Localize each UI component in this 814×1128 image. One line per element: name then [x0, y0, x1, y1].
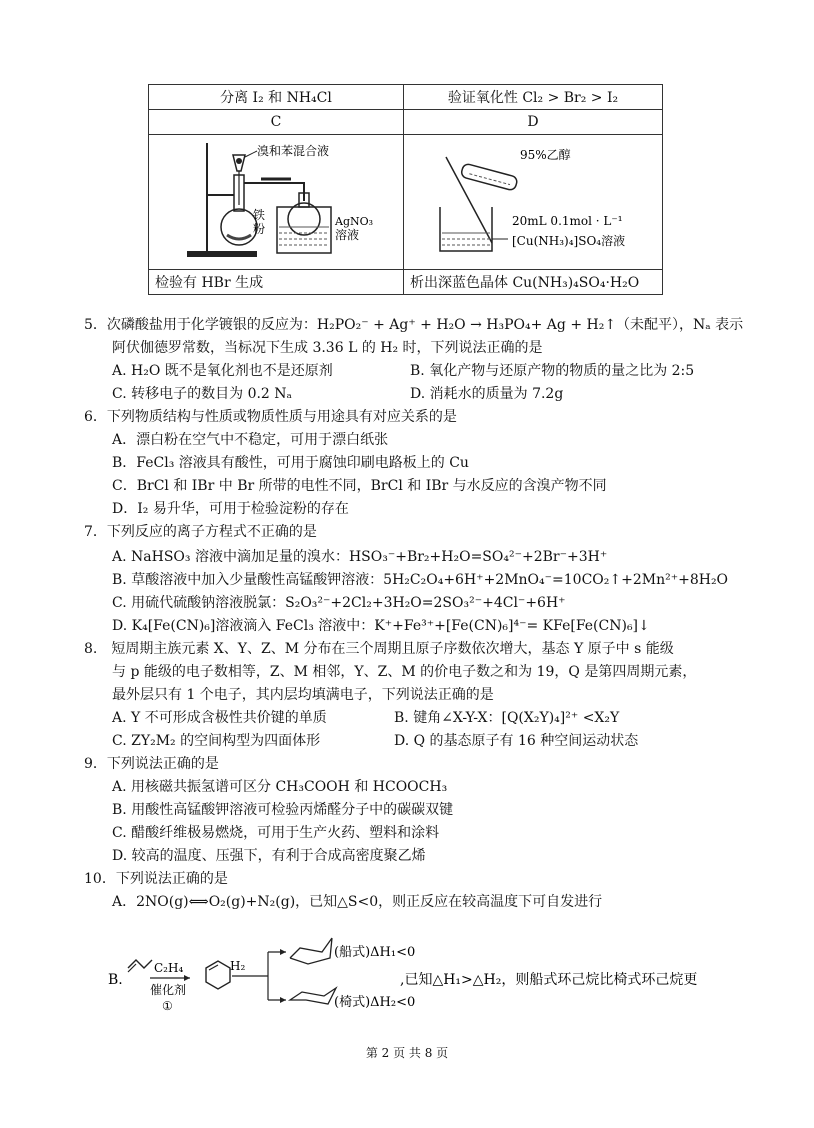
apparatus-table	[148, 84, 663, 295]
q10-h2: H₂	[230, 959, 246, 973]
q10-reaction-scheme	[108, 928, 728, 1024]
q10-option-a: A．2NO(g)⟺O₂(g)+N₂(g)，已知△S<0，则正反应在较高温度下可自发进行	[112, 894, 603, 910]
q6-stem: 6．下列物质结构与性质或物质性质与用途具有对应关系的是	[84, 409, 457, 425]
label-mix: 溴和苯混合液	[257, 144, 330, 158]
q6-option-b: B．FeCl₃ 溶液具有酸性，可用于腐蚀印刷电路板上的 Cu	[112, 455, 469, 471]
q7-stem: 7．下列反应的离子方程式不正确的是	[84, 524, 317, 540]
q8-option-c: C. ZY₂M₂ 的空间构型为四面体形	[112, 733, 321, 749]
boat-cyclohexane	[290, 938, 332, 964]
chair-cyclohexane	[290, 988, 336, 1004]
col-c-title: 分离 I₂ 和 NH₄Cl	[149, 85, 404, 110]
label-agno3-2: 溶液	[335, 228, 360, 242]
label-ethanol: 95%乙醇	[520, 148, 571, 162]
q5-option-b: B. 氧化产物与还原产物的物质的量之比为 2:5	[410, 363, 695, 379]
q5-option-a: A. H₂O 既不是氧化剂也不是还原剂	[112, 363, 333, 379]
q7-option-d: D. K₄[Fe(CN)₆]溶液滴入 FeCl₃ 溶液中：K⁺+Fe³⁺+[Fe(CN)₆]⁴⁻= KFe[Fe(CN)₆]↓	[112, 618, 650, 634]
q8-option-d: D. Q 的基态原子有 16 种空间运动状态	[394, 733, 639, 749]
q9-option-a: A. 用核磁共振氢谱可区分 CH₃COOH 和 HCOOCH₃	[112, 779, 448, 795]
q6-option-c: C．BrCl 和 IBr 中 Br 所带的电性不同，BrCl 和 IBr 与水反应的含溴产物不同	[112, 478, 607, 494]
page-footer: 第 2 页 共 8 页	[365, 1046, 449, 1060]
label-iron-2: 粉	[253, 222, 266, 236]
c-note: 检验有 HBr 生成	[149, 270, 404, 295]
q8-option-a: A. Y 不可形成含极性共价键的单质	[112, 710, 327, 726]
apparatus-d-diagram	[404, 135, 662, 265]
label-conc: 20mL 0.1mol · L⁻¹	[512, 214, 623, 228]
q10-boat: (船式)ΔH₁<0	[334, 945, 416, 960]
apparatus-d-figure	[404, 135, 663, 270]
d-note: 析出深蓝色晶体 Cu(NH₃)₄SO₄·H₂O	[404, 270, 663, 295]
q5-line1: 5．次磷酸盐用于化学镀银的反应为：H₂PO₂⁻ + Ag⁺ + H₂O → H₃PO₄+ Ag + H₂↑（未配平），Nₐ 表示	[84, 317, 744, 333]
q8-line1: 8. 短周期主族元素 X、Y、Z、M 分布在三个周期且原子序数依次增大，基态 Y 原子中 s 能级	[84, 641, 674, 657]
q6-option-d: D．I₂ 易升华，可用于检验淀粉的存在	[112, 501, 349, 517]
q10-step: ①	[162, 999, 173, 1013]
q8-option-b: B. 键角∠X-Y-X：[Q(X₂Y)₄]²⁺ <X₂Y	[394, 710, 620, 726]
q9-stem: 9．下列说法正确的是	[84, 756, 219, 772]
q9-option-b: B. 用酸性高锰酸钾溶液可检验丙烯醛分子中的碳碳双键	[112, 802, 454, 818]
apparatus-c-diagram	[149, 135, 403, 265]
q7-option-a: A. NaHSO₃ 溶液中滴加足量的溴水：HSO₃⁻+Br₂+H₂O=SO₄²⁻+2Br⁻+3H⁺	[112, 549, 608, 565]
q8-line2: 与 p 能级的电子数相等，Z、M 相邻，Y、Z、M 的价电子数之和为 19，Q 是第四周期元素，	[112, 664, 697, 680]
q10-reagent: C₂H₄	[154, 961, 184, 975]
q9-option-c: C. 醋酸纤维极易燃烧，可用于生产火药、塑料和涂料	[112, 825, 440, 841]
col-d-letter: D	[404, 110, 663, 135]
q9-option-d: D. 较高的温度、压强下，有利于合成高密度聚乙烯	[112, 848, 426, 864]
butadiene-structure	[128, 960, 152, 968]
col-c-letter: C	[149, 110, 404, 135]
label-sol: [Cu(NH₃)₄]SO₄溶液	[512, 234, 626, 248]
q8-line3: 最外层只有 1 个电子，其内层均填满电子，下列说法正确的是	[112, 687, 494, 703]
q5-option-d: D. 消耗水的质量为 7.2g	[410, 386, 564, 402]
q7-option-c: C. 用硫代硫酸钠溶液脱氯：S₂O₃²⁻+2Cl₂+3H₂O=2SO₃²⁻+4Cl⁻+6H⁺	[112, 595, 566, 611]
q6-option-a: A．漂白粉在空气中不稳定，可用于漂白纸张	[112, 432, 389, 448]
q10-catalyst: 催化剂	[150, 983, 187, 997]
q7-option-b: B. 草酸溶液中加入少量酸性高锰酸钾溶液：5H₂C₂O₄+6H⁺+2MnO₄⁻=10CO₂↑+2Mn²⁺+8H₂O	[112, 572, 729, 588]
q10-stem: 10．下列说法正确的是	[84, 871, 228, 887]
q5-line2: 阿伏伽德罗常数，当标况下生成 3.36 L 的 H₂ 时，下列说法正确的是	[112, 340, 543, 356]
q10-b-label: B.	[108, 972, 123, 988]
label-agno3-1: AgNO₃	[335, 215, 374, 228]
q10-b-tail: ,已知△H₁>△H₂，则船式环己烷比椅式环己烷更	[400, 972, 698, 988]
label-iron-1: 铁	[253, 208, 266, 222]
q10-chair: (椅式)ΔH₂<0	[334, 995, 416, 1010]
col-d-title: 验证氧化性 Cl₂ > Br₂ > I₂	[404, 85, 663, 110]
apparatus-c-figure	[149, 135, 404, 270]
q5-option-c: C. 转移电子的数目为 0.2 Nₐ	[112, 386, 292, 402]
